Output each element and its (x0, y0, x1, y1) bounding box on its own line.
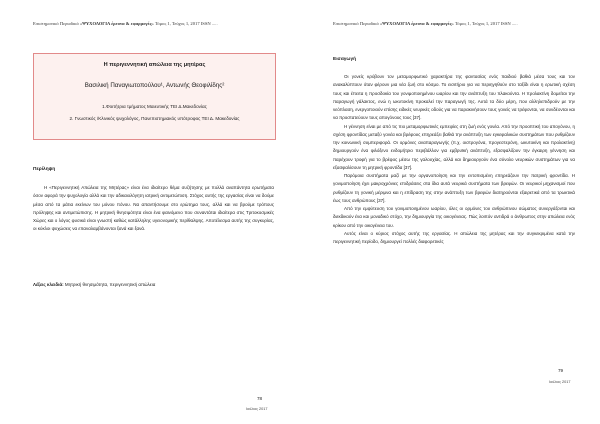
page-number: 79 (558, 368, 564, 373)
journal-name: ΨΥΧΟΛΟΓΙΑ έρευνα & εφαρμογές (82, 21, 152, 26)
affiliation-1: 1.Φοιτήτρια τμήματος Μαιευτικής ΤΕΙ Δ.Μακεδονίας (102, 104, 207, 109)
right-page (300, 0, 600, 424)
intro-heading: Εισαγωγή (333, 57, 357, 62)
keywords: Λέξεις κλειδιά: Μητρική θνησιμότητα, περιγεννητική απώλεια (33, 282, 156, 287)
intro-text (333, 73, 575, 246)
running-header: Επιστημονικό Περιοδικό «ΨΥΧΟΛΟΓΙΑ έρευνα & εφαρμογές» Τόμος 1, Τεύχος 1, 2017 ISSN ..... (33, 21, 218, 26)
article-authors: Βασιλική Παναγιωτοπούλου¹, Αντωνής Θεοφιλίδης² (84, 82, 225, 89)
page-date: Ιούλιος 2017 (549, 380, 571, 384)
article-title: Η περιγεννητική απώλεια της μητέρας (103, 62, 206, 68)
running-header: Επιστημονικό Περιοδικό «ΨΥΧΟΛΟΓΙΑ έρευνα & εφαρμογές» Τόμος 1, Τεύχος 1, 2017 ISSN ..... (333, 21, 518, 26)
paragraph: Η γέννηση είναι με από τις πιο μεταμορφωτικές εμπειρίες στη ζωή ενός γονέα. Από την προοπτική του απογόνου, η σχέση φροντίδας μεταξύ γονέα και βρέφους επηρεάζει βαθιά την ανάπτυξη των εγκεφαλικών συστημάτων που ρυθμίζουν την κοινωνική συμπεριφορά. Οι ορμόνες αναπαραγωγής (π.χ. οιστρογόνα, προγεστερόνη, ωκυτοκίνη και προλακτίνη) δημιουργούν ένα φιλόξενο ενδομήτριο περιβάλλον για εμβρυϊκή ανάπτυξη, εξασφαλίζουν την έγκαιρη γέννηση και παρέχουν τροφή για το βρέφος μέσω της γαλουχίας, αλλά και δημιουργούν ένα σύνολο νευρικών συστημάτων για να εξασφαλίσουν τη μητρική φροντίδα [37]. (333, 123, 575, 170)
journal-name: ΨΥΧΟΛΟΓΙΑ έρευνα & εφαρμογές (382, 21, 452, 26)
paragraph: Αυτός είναι ο κύριος στόχος αυτής της εργασίας. Η απώλεια της μητέρας και την συγκεκριμένα κατά την περιγεννητική περίοδο, δημιουργεί πολλές διαφορετικές (333, 230, 575, 244)
paragraph: Από την εμφύτευση του γονιμοποιημένου ωαρίου, όλες οι ορμόνες του ανθρώπινου σώματος συνεργάζονται και διεκδικούν ένα και μοναδικό στόχο, την δημιουργία της οικογένειας. Πώς λοιπόν αντιδρά ο άνθρωπος στην απώλεια ενός κρίκου από την οικογένεια του. (333, 206, 575, 228)
paragraph: Παρόμοια συστήματα μαζί με την οργανοποίηση και την εντοπισμένη επηρεάζουν την πατρική φροντίδα. Η γονιμοποίηση έχει μακροχρόνιες επιδράσεις στα ίδια αυτά νευρικά συστήματα των βρεφών. Οι νευρικοί μηχανισμοί που ρυθμίζουν τη γονική μέριμνα και η επίδραση της στην ανάπτυξη των βρεφών διατηρούνται εξαιρετικά από τα τρωκτικά έως τους ανθρώπους [37]. (333, 173, 575, 203)
page-number: 78 (257, 396, 263, 401)
paragraph: Οι γονείς κρύβουν τον μεταμορφωτικό χαρακτήρα της φαντασίας ενός παιδιού βαθιά μέσα τους και τον ανακαλύπτουν όταν φέρουν μια νέα ζωή στο κόσμο. Το εισιτήριο για να περιηγηθούν στο ταξίδι είναι η ερωτική σχέση τους και έπειτα η προσδοκία του γονιμοποιημένου ωαρίου και την ανάπτυξη του πλακούντα. Η προλακτίνη δομείται την παραγωγή γάλακτος, ενώ η ωκυτοκίνη προκαλεί την παραγωγή της. Αυτά τα δύο μέρη, που αλληλεπιδρούν με την νεόπλαση, ενεργοποιούν επίσης ειδικές νευρικές οδούς για να παρακινήσουν τους γονείς να τρέφονται, να συνδέονται και να προστατεύουν τους απογόνους τους [37]. (333, 74, 575, 121)
affiliation-2: 2. Γνωστικός /Κλινικός ψυχολόγος, Πανεπιστημιακός υπότροφος ΤΕΙ Δ. Μακεδονίας (69, 116, 240, 121)
abstract-text: Η «Περιγεννητική Απώλεια της Μητέρας» είναι ένα ιδιαίτερο θέμα συζήτησης με πολλά αναπάντητα ερωτήματα όσον αφορά την ψυχολογία αλλά και την αδικαιολόγητη ιατρική αντιμετώπιση. Στόχος αυτής της εργασίας είναι να δούμε μέσα από τα μάτια εκείνων του μόνου πόνου. Να απαντήσουμε στο ερώτημα τους, αλλά και να βρούμε τρόπους πρόληψης και αντιμετώπισης. Η μητρική θνησιμότητα είναι ένα φαινόμενο που συναντάται ιδιαίτερα στις Τριτοκοσμικές Χώρες και ο λόγος φυσικά είναι γνωστή καθώς κατάλληλης υγειονομικής περίθαλψης. Αποτέλεσμα αυτής της συγκυρίας, οι κύκλοι ψυχώσεις να επαναλαμβάνονται ξανά και ξανά. (33, 185, 274, 232)
abstract-heading: Περίληψη (33, 167, 56, 172)
page-date: Ιούλιος 2017 (246, 407, 268, 411)
title-box (33, 53, 276, 140)
